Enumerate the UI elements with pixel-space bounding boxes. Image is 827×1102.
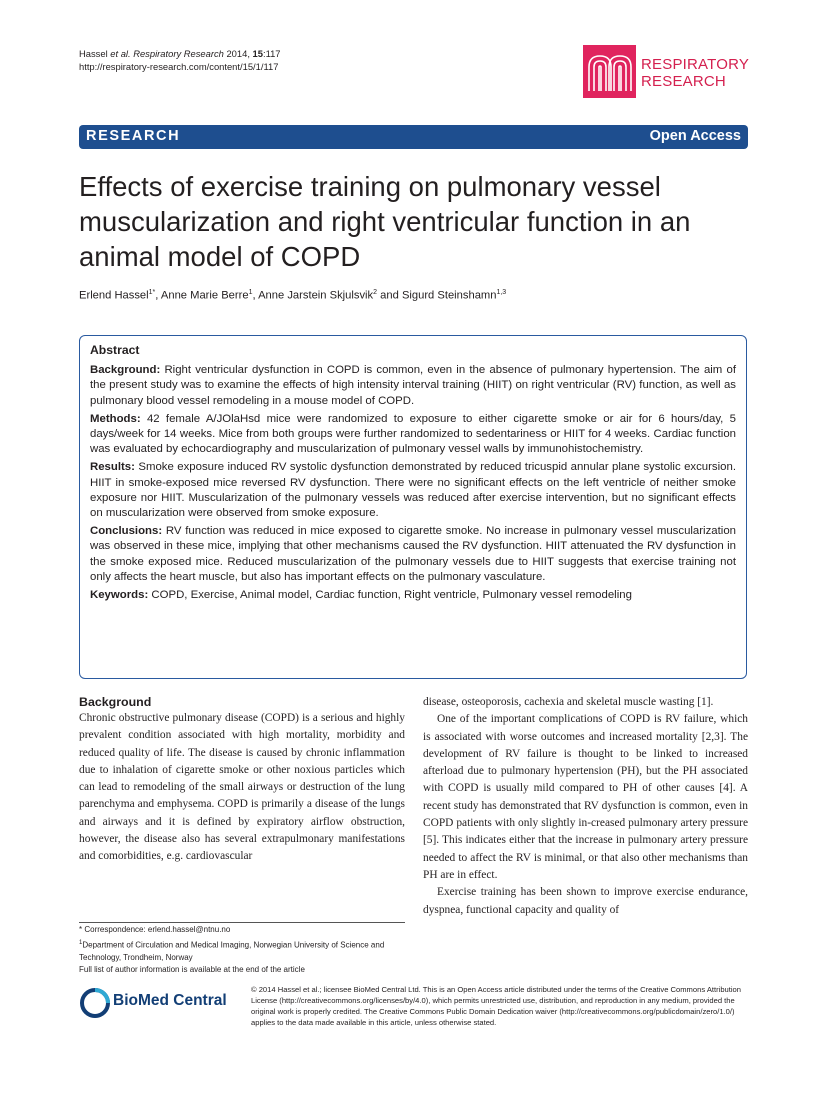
affiliation-sup: 1 (79, 939, 83, 946)
abstract-heading: Abstract (90, 343, 140, 357)
abstract-section-label: Methods: (90, 412, 141, 425)
author-affil-sup: 2 (373, 289, 378, 296)
body-paragraph: disease, osteoporosis, cachexia and skeletal muscle wasting [1]. (423, 696, 714, 708)
citation-authors: Hassel (79, 48, 111, 59)
author-name[interactable]: Erlend Hassel (79, 289, 149, 302)
abstract-section-text: Smoke exposure induced RV systolic dysfunction demonstrated by reduced tricuspid annular plane systolic excursion. HIIT in smoke-exposed mice reversed RV dysfunction. There were no significant effects on the left ventricle of neither smoke exposure nor HIIT. Muscularization of the pulmonary vessels was reduced after exercise intervention, but no significant effects on muscularization were observed from smoke exposure. (90, 461, 736, 520)
body-paragraph: Chronic obstructive pulmonary disease (COPD) is a serious and highly prevalent condition associated with high mortality, morbidity and reduced quality of life. The disease is caused by chronic inflammation due to inhalation of cigarette smoke or other noxious particles which can lead to remodeling of the small airways or destruction of the lung parenchyma and emphysema. COPD is primarily a disease of the lungs and airways and it is defined by expiratory airflow obstruction, however, the disease also has several extrapulmonary manifestations and comorbidities, e.g. cardiovascular (79, 712, 405, 863)
abstract-section-text: 42 female A/JOlaHsd mice were randomized to exposure to either cigarette smoke or air for 6 hours/day, 5 days/week for 14 weeks. Mice from both groups were further randomized to sedentariness or HIIT for 4 weeks. Cardiac function was evaluated by echocardiography and muscularization of pulmonary vessel walls by immunohistochemistry. (90, 412, 736, 456)
abstract-keywords (90, 588, 736, 603)
body-paragraph: Exercise training has been shown to improve exercise endurance, dyspnea, functional capacity and quality of (423, 886, 748, 916)
abstract-methods (90, 412, 736, 458)
author-name[interactable]: Sigurd Steinshamn (401, 289, 497, 302)
journal-logo (583, 45, 753, 101)
abstract-section-label: Results: (90, 461, 135, 474)
author-separator: , (252, 289, 259, 302)
article-type-label: RESEARCH (86, 128, 181, 144)
publisher-name: BioMed Central (113, 992, 227, 1009)
abstract-section-label: Keywords: (90, 589, 149, 602)
citation-journal: Respiratory Research (130, 48, 224, 59)
journal-logo-text (641, 56, 749, 90)
author-info-note: Full list of author information is available at the end of the article (79, 965, 305, 975)
abstract-section-text: Right ventricular dysfunction in COPD is common, even in the absence of pulmonary hypertension. The aim of the present study was to examine the effects of high intensity interval training (HIIT) on right ventricular (RV) function, as well as pulmonary blood vessel remodeling in a mouse model of COPD. (90, 364, 736, 407)
abstract-box (79, 335, 747, 679)
article-url[interactable]: http://respiratory-research.com/content/15/1/117 (79, 61, 279, 72)
publisher-logo (80, 987, 240, 1021)
affiliation-text: Department of Circulation and Medical Imaging, Norwegian University of Science and Technology, Trondheim, Norway (79, 940, 385, 962)
journal-logo-line2: RESEARCH (641, 73, 726, 90)
citation-etal: et al. (110, 48, 131, 59)
abstract-conclusions (90, 524, 736, 585)
license-statement: © 2014 Hassel et al.; licensee BioMed Central Ltd. This is an Open Access article distributed under the terms of the Creative Commons Attribution License (http://creativecommons.org/licenses/by/4.0), which permits unrestricted use, distribution, and reproduction in any medium, provided the original work is properly credited. The Creative Commons Public Domain Dedication waiver (http://creativecommons.org/publicdomain/zero/1.0/) applies to the data made available in this article, unless otherwise stated. (251, 985, 742, 1028)
body-column-left (79, 694, 405, 866)
citation-line (79, 47, 281, 60)
author-separator: , (155, 289, 161, 302)
abstract-section-text: RV function was reduced in mice exposed to cigarette smoke. No increase in pulmonary vessel muscularization was observed in these mice, implying that other mechanisms caused the RV dysfunction. HIIT attenuated the RV dysfunction in the smoke exposed mice. Reduced muscularization of the pulmonary vessels due to HIIT suggests that exercise training not only affects the heart muscle, but also has important effects on the pulmonary vasculature. (90, 525, 736, 583)
footnotes (79, 924, 414, 977)
abstract-section-label: Background: (90, 364, 161, 377)
author-separator: and (377, 289, 402, 302)
abstract-section-text: COPD, Exercise, Animal model, Cardiac function, Right ventricle, Pulmonary vessel remodeling (148, 589, 632, 602)
author-name[interactable]: Anne Jarstein Skjulsvik (258, 289, 374, 302)
footnote-divider (79, 922, 405, 923)
body-column-right (423, 694, 748, 919)
body-paragraph: One of the important complications of COPD is RV failure, which is associated with worse outcomes and increased mortality [2,3]. The development of RV failure is thought to be linked to increased afterload due to pulmonary hypertension (PH), but the PH associated with COPD is usually mild compared to PH of other causes [4]. A recent study has demonstrated that RV dysfunction is common, even in COPD patients with only slightly in-creased pulmonary artery pressure [5]. This indicates either that the increase in pulmonary artery pressure needed to affect the RV is minimal, or that also other mechanisms than PH are in effect. (423, 713, 748, 881)
author-list (79, 289, 506, 302)
article-title: Effects of exercise training on pulmonary vessel muscularization and right ventricular function in an animal model of COPD (79, 171, 691, 272)
correspondence-note[interactable]: * Correspondence: erlend.hassel@ntnu.no (79, 925, 231, 934)
citation-volume: 15 (252, 48, 263, 59)
journal-logo-mark-icon (583, 45, 636, 98)
biomed-central-logo-icon (80, 988, 110, 1018)
open-access-label: Open Access (649, 128, 741, 144)
author-affil-sup: 1* (148, 289, 156, 296)
article-type-banner (79, 125, 748, 149)
affiliation-note (79, 937, 414, 965)
abstract-background (90, 363, 736, 409)
citation-year: 2014, (223, 48, 253, 59)
author-affil-sup: 1 (248, 289, 253, 296)
abstract-results (90, 460, 736, 521)
citation-page: :117 (262, 48, 281, 59)
journal-logo-line1: RESPIRATORY (641, 56, 750, 73)
author-name[interactable]: Anne Marie Berre (160, 289, 249, 302)
section-heading-background: Background (79, 695, 152, 709)
citation-header (79, 47, 281, 73)
author-affil-sup: 1,3 (496, 289, 507, 296)
abstract-section-label: Conclusions: (90, 525, 163, 538)
